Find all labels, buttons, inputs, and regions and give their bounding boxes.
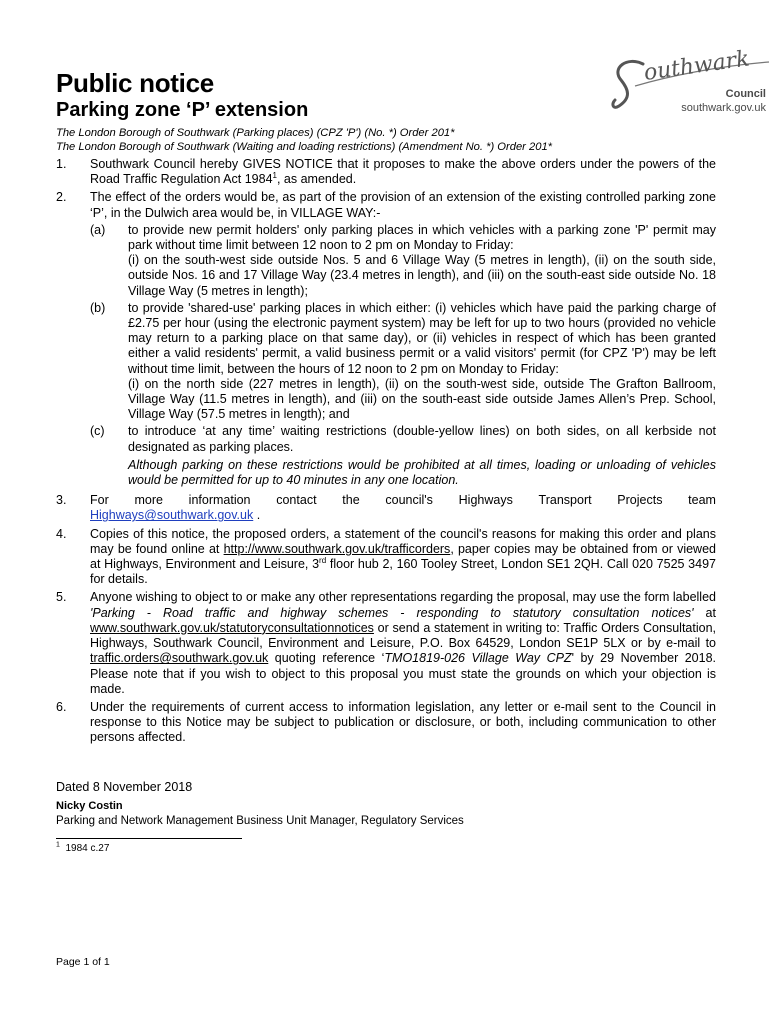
paragraph-number: 2. — [56, 190, 67, 205]
subitem-locations: (i) on the north side (227 metres in length), (ii) on the south-west side, outside The Grafton Ballroom, Village Way (11.5 metres in length), and (iii) on the south-east side outside James Allen’s Prep. School, Village Way (57.5 metres in length); and — [128, 376, 716, 422]
paragraph-number: 1. — [56, 157, 67, 171]
reference-number: TMO1819-026 Village Way CPZ — [384, 651, 572, 666]
subitem-text: to introduce ‘at any time’ waiting restrictions (double-yellow lines) on both sides, on all kerbside not designated as parking places. — [128, 424, 716, 454]
notice-body — [56, 157, 716, 749]
paragraph-5: 5. Anyone wishing to object to or make any other representations regarding the proposal, may use the form labelled 'Parking - Road traffic and highway schemes - responding to statutory consultation notices' at www.southwark.gov.uk/statutoryconsultationnotices or send a statement in writing to: Traffic Orders Consultation, Highways, Southwark Council, Environment and Leisure, P.O. Box 64529, London SE1P 5LX or by e-mail to traffic.orders@southwark.gov.uk quoting reference ‘TMO1819-026 Village Way CPZ' by 29 November 2018. Please note that if you wish to object to this proposal you must state the grounds on which your objection is made. — [56, 590, 717, 696]
paragraph-text: Southwark Council hereby GIVES NOTICE that it proposes to make the above orders under the powers of the Road Traffic Regulation Act 1984 — [90, 157, 716, 187]
paragraph-text: Under the requirements of current access to information legislation, any letter or e-mail sent to the Council in response to this Notice may be subject to publication or disclosure, or both, including communication to other persons affected. — [90, 699, 716, 745]
order-title-waiting-loading: The London Borough of Southwark (Waiting and loading restrictions) (Amendment No. *) Order 201* — [56, 141, 553, 153]
paragraph-6 — [56, 700, 716, 746]
page-number: Page 1 of 1 — [56, 956, 110, 968]
subitem-text: to provide 'shared-use' parking places in which either: (i) vehicles which have paid the parking charge of £2.75 per hour (using the electronic payment system) may be left for up to two hours (provided no vehicle may return to a parking place on that same day), or (ii) vehicles in respect of which has been granted either a valid residents' permit, a valid business permit or a valid visitors' permit (for CPZ 'P') may be left without time limit, between the hours of 12 noon to 2 pm on Monday to Friday: — [128, 300, 716, 376]
paragraph-number: 6. — [56, 699, 67, 714]
signer-role: Parking and Network Management Business Unit Manager, Regulatory Services — [56, 815, 464, 827]
subitem-a — [90, 223, 716, 299]
subitem-label: (a) — [90, 222, 106, 237]
subitem-b — [90, 301, 716, 423]
date-line: Dated 8 November 2018 — [56, 780, 193, 794]
paragraph-number: 3. — [56, 493, 67, 508]
highways-email-link[interactable]: Highways@southwark.gov.uk — [90, 508, 254, 523]
svg-text:outhwark: outhwark — [642, 46, 752, 86]
footnote-divider — [56, 838, 242, 839]
southwark-logo — [609, 46, 770, 120]
traffic-orders-email-link[interactable]: traffic.orders@southwark.gov.uk — [90, 651, 269, 666]
footnote-text: 1984 c.27 — [65, 843, 110, 854]
subitem-c — [90, 424, 716, 454]
paragraph-number: 5. — [56, 590, 67, 605]
subitem-text: to provide new permit holders' only parking places in which vehicles with a parking zone 'P' permit may park without time limit between 12 noon to 2 pm on Monday to Friday: — [128, 222, 716, 253]
loading-note: Although parking on these restrictions would be prohibited at all times, loading or unloading of vehicles would be permitted for up to 40 minutes in any one location. — [128, 457, 716, 488]
form-name: 'Parking - Road traffic and highway schemes - responding to statutory consultation notices' — [90, 605, 694, 620]
logo-url: southwark.gov.uk — [681, 102, 766, 114]
footnote-ref[interactable]: 1 — [272, 171, 277, 181]
paragraph-4: 4. Copies of this notice, the proposed orders, a statement of the council's reasons for making this order and plans may be found online at http://www.southwark.gov.uk/trafficorders, paper copies may be obtained from or viewed at Highways, Environment and Leisure, 3rd floor hub 2, 160 Tooley Street, London SE1 2QH. Call 020 7525 3497 for details. — [56, 526, 716, 587]
subitem-locations: (i) on the south-west side outside Nos. 5 and 6 Village Way (5 metres in length), (ii) on the south side, outside Nos. 16 and 17 Village Way (23.4 metres in length), and (iii) on the south-east side outside No. 18 Village Way (5 metres in length); — [128, 253, 716, 298]
paragraph-3: 3. For more information contact the council's Highways Transport Projects team Highways@southwark.gov.uk . — [56, 493, 716, 523]
consultation-notices-link[interactable]: www.southwark.gov.uk/statutoryconsultationnotices — [90, 620, 374, 635]
footnote-mark: 1 — [56, 841, 60, 849]
order-titles — [56, 126, 716, 154]
subitem-label: (b) — [90, 300, 106, 315]
paragraph-2 — [56, 190, 716, 490]
paragraph-number: 4. — [56, 526, 67, 541]
traffic-orders-link[interactable]: http://www.southwark.gov.uk/trafficorders — [223, 541, 451, 556]
page-subtitle: Parking zone ‘P’ extension — [56, 99, 309, 121]
paragraph-text: , as amended. — [276, 172, 357, 187]
paragraph-text: The effect of the orders would be, as part of the provision of an extension of the existing controlled parking zone ‘P’, in the Dulwich area would be, in VILLAGE WAY:- — [90, 190, 716, 220]
order-title-parking-places: The London Borough of Southwark (Parking places) (CPZ 'P') (No. *) Order 201* — [56, 127, 455, 139]
signer-name: Nicky Costin — [56, 800, 123, 812]
paragraph-1 — [56, 157, 716, 187]
subitem-label: (c) — [90, 424, 105, 439]
paragraph-text-justified: For more information contact the council's Highways Transport Projects team — [90, 493, 716, 508]
logo-council-label: Council — [725, 88, 766, 100]
footnote — [56, 843, 109, 854]
page-title: Public notice — [56, 68, 214, 98]
